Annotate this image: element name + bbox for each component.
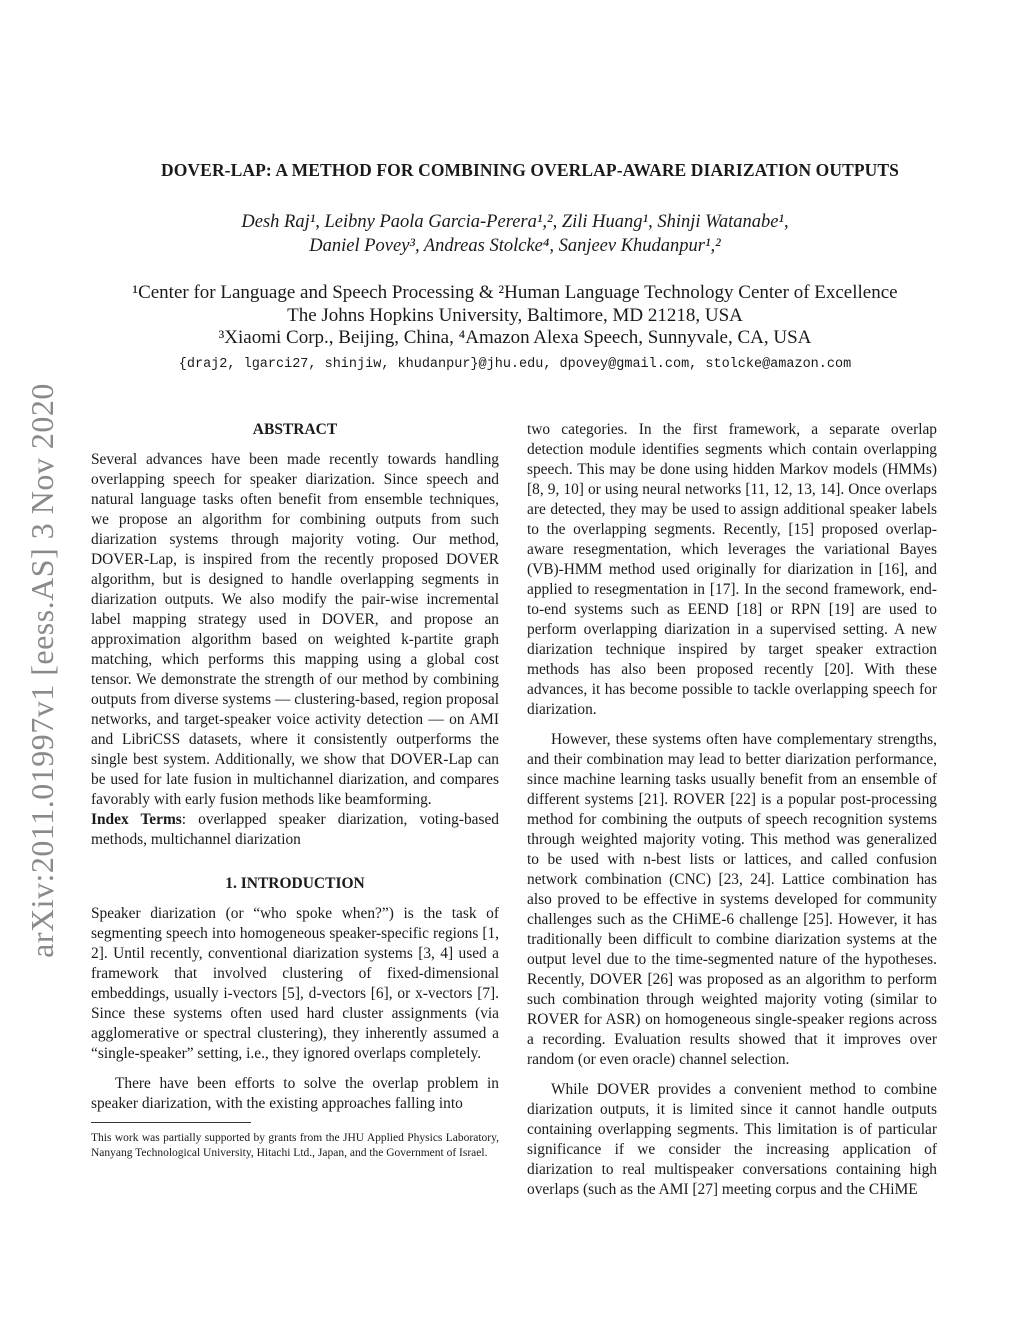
paper-title: DOVER-LAP: A METHOD FOR COMBINING OVERLAP-AWARE DIARIZATION OUTPUTS	[160, 160, 900, 180]
affiliation-line-3: ³Xiaomi Corp., Beijing, China, ⁴Amazon Alexa Speech, Sunnyvale, CA, USA	[218, 327, 812, 348]
left-column	[91, 420, 499, 1161]
abstract-heading: ABSTRACT	[252, 421, 338, 438]
intro-heading: 1. INTRODUCTION	[225, 875, 365, 892]
affiliation-line-1: ¹Center for Language and Speech Processing & ²Human Language Technology Center of Excellence	[132, 282, 898, 303]
intro-paragraph-1: Speaker diarization (or “who spoke when?”) is the task of segmenting speech into homogeneous speaker-specific regions [1, 2]. Until recently, conventional diarization systems [3, 4] used a framework that involved clustering of fixed-dimensional embeddings, usually i-vectors [5], d-vectors [6], or x-vectors [7]. Since these systems often used hard cluster assignments (via agglomerative or spectral clustering), they inherently assumed a “single-speaker” setting, i.e., they ignored overlaps completely.	[91, 905, 499, 1062]
arxiv-stamp	[22, 382, 62, 958]
intro-paragraph-2: There have been efforts to solve the overlap problem in speaker diarization, with the existing approaches falling into	[91, 1075, 499, 1112]
arxiv-id: arXiv:2011.01997v1 [eess.AS] 3 Nov 2020	[23, 382, 60, 958]
affiliations	[80, 282, 950, 350]
index-terms-text: : overlapped speaker diarization, voting-based methods, multichannel diarization	[91, 811, 500, 848]
author-emails: {draj2, lgarci27, shinjiw, khudanpur}@jhu.edu, dpovey@gmail.com, stolcke@amazon.com	[178, 357, 852, 372]
affiliation-line-2: The Johns Hopkins University, Baltimore, MD 21218, USA	[287, 304, 743, 326]
footnote: This work was partially supported by grants from the JHU Applied Physics Laboratory, Nanyang Technological University, Hitachi Ltd., Japan, and the Government of Israel.	[91, 1132, 499, 1159]
right-column	[527, 420, 937, 1200]
right-paragraph-1: two categories. In the first framework, a separate overlap detection module identifies segments which contain overlapping speech. This may be done using hidden Markov models (HMMs) [8, 9, 10] or using neural networks [11, 12, 13, 14]. Once overlaps are detected, they may be used to assign additional speaker labels to the overlapping segments. Recently, [15] proposed overlap-aware resegmentation, which leverages the variational Bayes (VB)-HMM method used originally for diarization in [16], and applied to resegmentation in [17]. In the second framework, end-to-end systems such as EEND [18] or RPN [19] are used to perform overlapping diarization in a supervised setting. A new diarization technique inspired by target speaker extraction methods has also been proposed recently [20]. With these advances, it has become possible to tackle overlapping speech for diarization.	[527, 421, 937, 718]
authors-line-1: Desh Raj¹, Leibny Paola Garcia-Perera¹,², Zili Huang¹, Shinji Watanabe¹,	[241, 212, 789, 232]
right-paragraph-2: However, these systems often have complementary strengths, and their combination may lead to better diarization performance, since machine learning tasks usually benefit from an ensemble of different systems [21]. ROVER [22] is a popular post-processing method for combining the outputs of speech recognition systems through weighted majority voting. This method was generalized to be used with n-best lists or lattices, and called confusion network combination (CNC) [23, 24]. Lattice combination has also proved to be effective in systems developed for community challenges such as the CHiME-6 challenge [25]. However, it has traditionally been difficult to combine diarization systems at the output level due to the time-segmented nature of the hypotheses. Recently, DOVER [26] was proposed as an algorithm to perform such combination through weighted majority voting (similar to ROVER for ASR) on homogeneous single-speaker regions across a recording. Evaluation results showed that it improves over random (or even oracle) channel selection.	[527, 731, 937, 1068]
author-list	[100, 210, 930, 258]
index-terms	[91, 810, 499, 850]
abstract-body: Several advances have been made recently towards handling overlapping speech for speaker diarization. Since speech and natural language tasks often benefit from ensemble techniques, we propose an algorithm for combining outputs from such diarization systems through majority voting. Our method, DOVER-Lap, is inspired from the recently proposed DOVER algorithm, but is designed to handle overlapping segments in diarization outputs. We also modify the pair-wise incremental label mapping strategy used in DOVER, and propose an approximation algorithm based on weighted k-partite graph matching, which performs this mapping using a global cost tensor. We demonstrate the strength of our method by combining outputs from diverse systems — clustering-based, region proposal networks, and target-speaker voice activity detection — on AMI and LibriCSS datasets, where it consistently outperforms the single best system. Additionally, we show that DOVER-Lap can be used for late fusion in multichannel diarization, and compares favorably with early fusion methods like beamforming.	[91, 451, 499, 808]
authors-line-2: Daniel Povey³, Andreas Stolcke⁴, Sanjeev Khudanpur¹,²	[309, 236, 721, 256]
right-paragraph-3: While DOVER provides a convenient method to combine diarization outputs, it is limited since it cannot handle outputs containing overlapping segments. This limitation is of particular significance if we consider the increasing application of diarization to real multispeaker conversations containing high overlaps (such as the AMI [27] meeting corpus and the CHiME	[527, 1081, 937, 1198]
footnote-rule	[91, 1122, 251, 1123]
index-terms-label: Index Terms	[91, 811, 182, 828]
